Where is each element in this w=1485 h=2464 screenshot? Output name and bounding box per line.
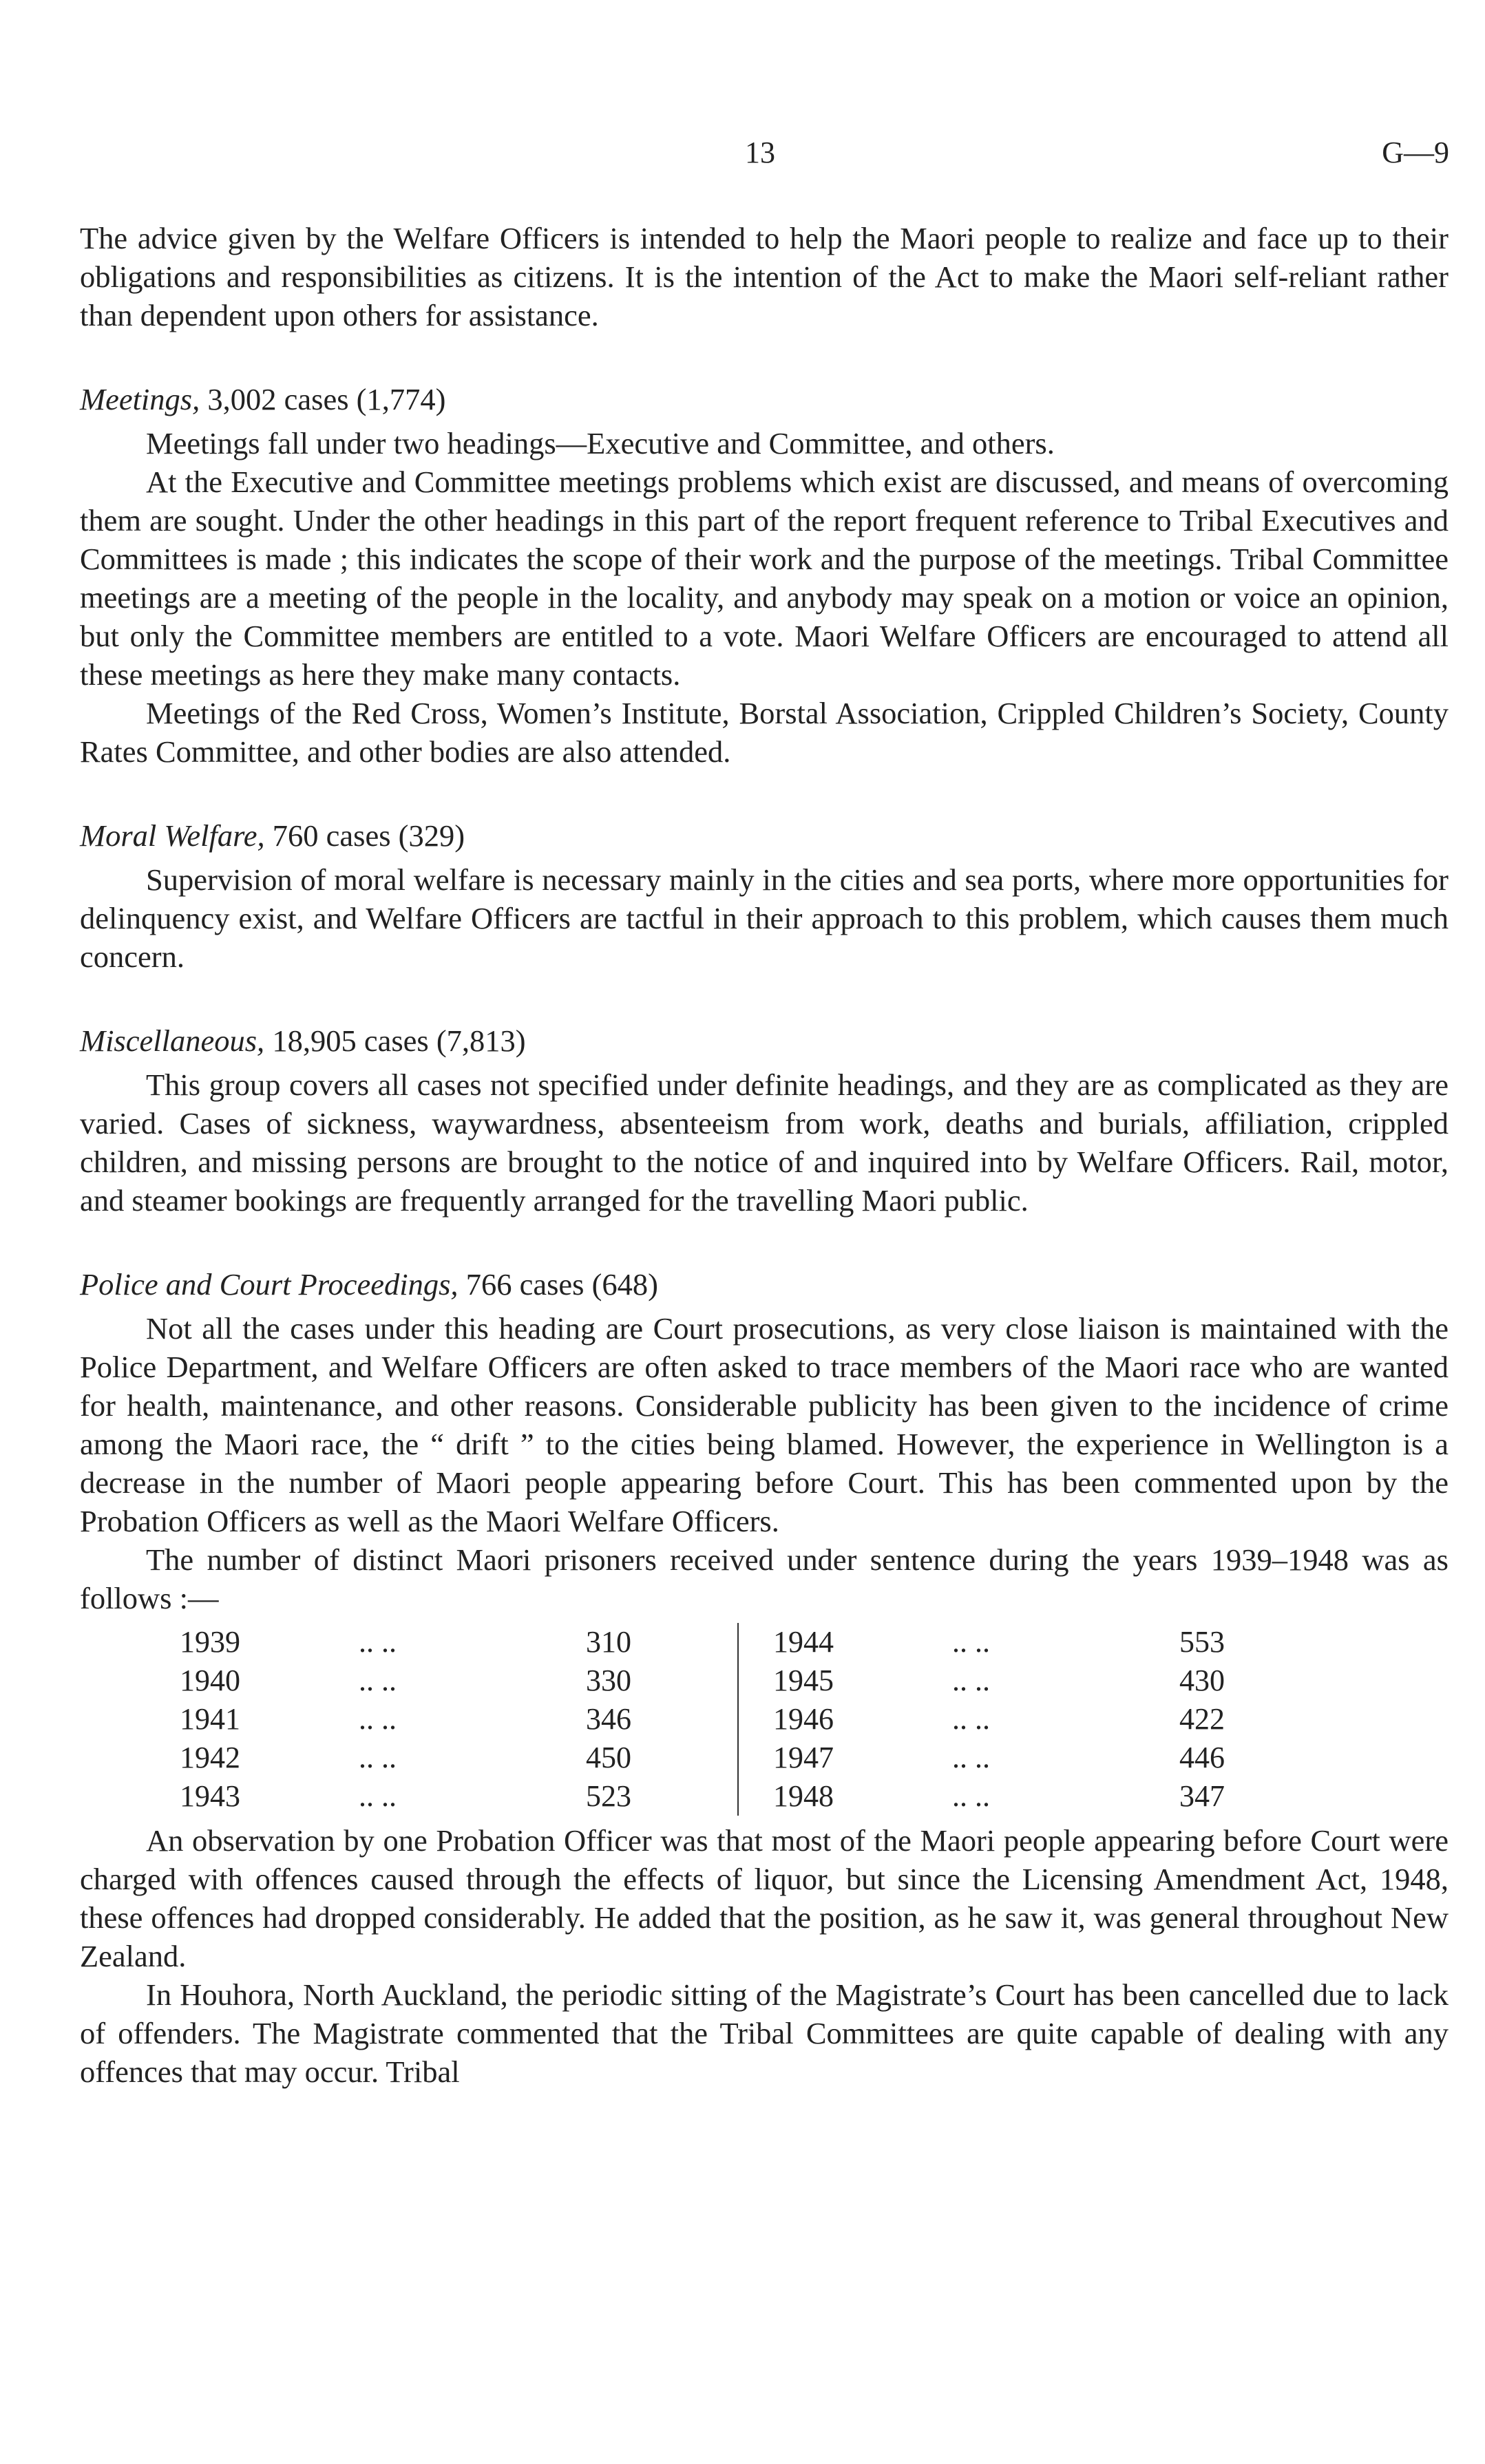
section-heading <box>80 380 1449 418</box>
table-cell-year: 1947 <box>773 1741 834 1774</box>
table-cell-year: 1943 <box>180 1779 240 1813</box>
table-cell-year: 1946 <box>773 1702 834 1736</box>
paragraph: An observation by one Probation Officer was that most of the Maori people appearing before Court were charged with offences caused through the effects of liquor, but since the Licensing Amendment Act, 1948, these offences had dropped considerably. He added that the position, as he saw it, was general throughout New Zealand. <box>80 1823 1449 1973</box>
section-title: Moral Welfare, <box>80 818 265 853</box>
table-cell-value: 523 <box>586 1779 631 1813</box>
dot-leader: .. .. <box>359 1779 397 1813</box>
table-cell-year: 1941 <box>180 1702 240 1736</box>
dot-leader: .. .. <box>952 1741 990 1774</box>
page-number: 13 <box>745 136 775 169</box>
table-cell-value: 330 <box>586 1664 631 1697</box>
dot-leader: .. .. <box>359 1702 397 1736</box>
table-cell-year: 1948 <box>773 1779 834 1813</box>
table-cell-value: 422 <box>1179 1702 1225 1736</box>
table-cell-value: 347 <box>1179 1779 1225 1813</box>
table-cell-value: 430 <box>1179 1664 1225 1697</box>
table-cell-year: 1945 <box>773 1664 834 1697</box>
section-miscellaneous <box>80 1021 1449 1220</box>
table-cell-value: 450 <box>586 1741 631 1774</box>
column-divider <box>738 1661 773 1700</box>
page-header <box>0 135 1485 176</box>
paragraph: This group covers all cases not specified under definite headings, and they are as complicated as they are varied. Cases of sickness, waywardness, absenteeism from work, deaths and burials, affiliation, crippled children, and missing persons are brought to the notice of and inquired into by Welfare Officers. Rail, motor, and steamer bookings are frequently arranged for the travelling Maori public. <box>80 1068 1449 1218</box>
table-row <box>180 1777 1331 1816</box>
table-cell-year: 1939 <box>180 1625 240 1659</box>
section-title: Police and Court Proceedings, <box>80 1267 459 1302</box>
section-title: Meetings, <box>80 382 200 416</box>
section-count: 760 cases (329) <box>272 818 465 853</box>
paragraph: The number of distinct Maori prisoners received under sentence during the years 1939–1948 was as follows :— <box>80 1542 1449 1615</box>
paragraph: Not all the cases under this heading are Court prosecutions, as very close liaison is maintained with the Police Department, and Welfare Officers are often asked to trace members of the Maori race who are wanted for health, maintenance, and other reasons. Considerable publicity has been given to the incidence of crime among the Maori race, the “ drift ” to the cities being blamed. However, the experience in Wellington is a decrease in the number of Maori people appearing before Court. This has been commented upon by the Probation Officers as well as the Maori Welfare Officers. <box>80 1311 1449 1538</box>
table-cell-value: 310 <box>586 1625 631 1659</box>
column-divider <box>738 1777 773 1816</box>
section-count: 18,905 cases (7,813) <box>272 1023 526 1058</box>
intro-paragraph: The advice given by the Welfare Officers is intended to help the Maori people to realize and face up to their obligations and responsibilities as citizens. It is the intention of the Act to make the Maori self-reliant rather than dependent upon others for assistance. <box>80 221 1449 332</box>
dot-leader: .. .. <box>359 1741 397 1774</box>
table-cell-year: 1940 <box>180 1664 240 1697</box>
dot-leader: .. .. <box>952 1779 990 1813</box>
table-row <box>180 1661 1331 1700</box>
table-cell-value: 446 <box>1179 1741 1225 1774</box>
table-row <box>180 1623 1331 1661</box>
table-cell-year: 1942 <box>180 1741 240 1774</box>
column-divider <box>738 1700 773 1739</box>
paragraph: In Houhora, North Auckland, the periodic sitting of the Magistrate’s Court has been cancelled due to lack of offenders. The Magistrate commented that the Tribal Committees are quite capable of dealing with any offences that may occur. Tribal <box>80 1977 1449 2089</box>
section-police-court <box>80 1265 1449 2091</box>
paragraph: Meetings fall under two headings—Executive and Committee, and others. <box>146 426 1055 460</box>
dot-leader: .. .. <box>359 1664 397 1697</box>
paragraph: At the Executive and Committee meetings problems which exist are discussed, and means of overcoming them are sought. Under the other headings in this part of the report frequent reference to Tribal Executives and Committees is made ; this indicates the scope of their work and the purpose of the meetings. Tribal Committee meetings are a meeting of the people in the locality, and anybody may speak on a motion or voice an opinion, but only the Committee members are entitled to a vote. Maori Welfare Officers are encouraged to attend all these meetings as here they make many contacts. <box>80 465 1449 692</box>
table-row <box>180 1700 1331 1739</box>
paragraph: Supervision of moral welfare is necessary mainly in the cities and sea ports, where more opportunities for delinquency exist, and Welfare Officers are tactful in their approach to this problem, which causes them much concern. <box>80 862 1449 974</box>
section-heading <box>80 816 1449 855</box>
section-heading <box>80 1265 1449 1304</box>
dot-leader: .. .. <box>952 1702 990 1736</box>
table-cell-value: 553 <box>1179 1625 1225 1659</box>
section-title: Miscellaneous, <box>80 1023 265 1058</box>
section-count: 3,002 cases (1,774) <box>207 382 446 416</box>
section-meetings <box>80 380 1449 771</box>
table-row <box>180 1739 1331 1777</box>
table-cell-year: 1944 <box>773 1625 834 1659</box>
column-divider <box>738 1623 773 1661</box>
table-cell-value: 346 <box>586 1702 631 1736</box>
document-reference: G—9 <box>1382 136 1449 169</box>
column-divider <box>738 1739 773 1777</box>
dot-leader: .. .. <box>952 1664 990 1697</box>
paragraph: Meetings of the Red Cross, Women’s Institute, Borstal Association, Crippled Children’s Society, County Rates Committee, and other bodies are also attended. <box>80 696 1449 769</box>
section-moral-welfare <box>80 816 1449 976</box>
dot-leader: .. .. <box>359 1625 397 1659</box>
section-heading <box>80 1021 1449 1060</box>
page-body <box>80 219 1449 2091</box>
section-count: 766 cases (648) <box>465 1267 658 1302</box>
dot-leader: .. .. <box>952 1625 990 1659</box>
prisoners-table <box>180 1623 1331 1816</box>
